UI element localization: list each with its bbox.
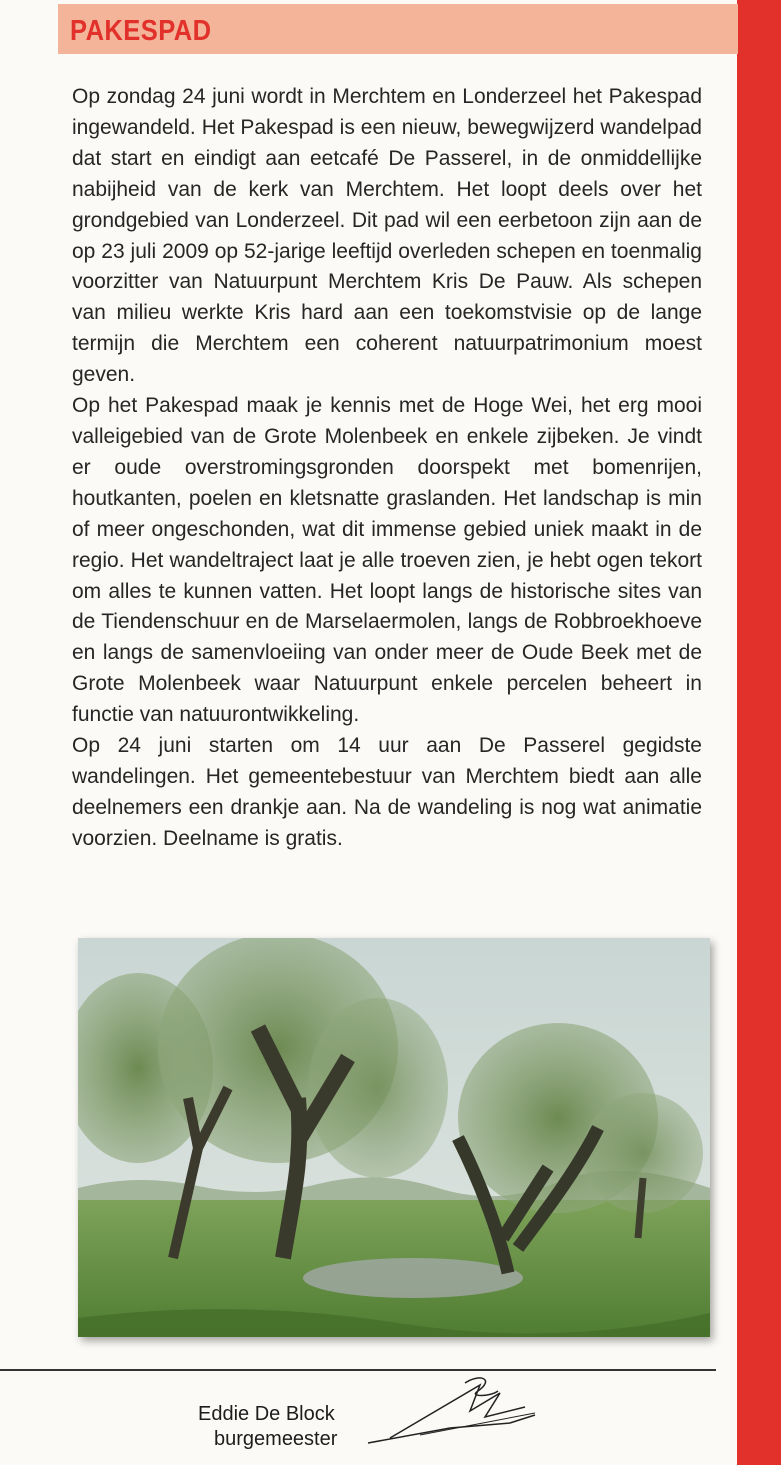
signature-icon [360,1373,560,1453]
section-title: PAKESPAD [70,15,212,47]
signatory-role: burgemeester [214,1428,338,1450]
signatory-name: Eddie De Block [198,1403,335,1425]
page-edge-stripe [737,0,781,1465]
landscape-photo [78,938,710,1337]
section-header [58,4,738,54]
article-paragraph: Op 24 juni starten om 14 uur aan De Passerel gegidste wandelingen. Het gemeentebestuur van Merchtem biedt aan alle deelnemers een drankje aan. Na de wandeling is nog wat animatie voorzien. Deelname is gratis. [72,734,702,850]
footer-divider [0,1369,716,1371]
landscape-photo-image [78,938,710,1337]
article-body [72,82,702,855]
article-paragraph: Op zondag 24 juni wordt in Merchtem en Londerzeel het Pakespad ingewandeld. Het Pakespad is een nieuw, bewegwijzerd wandelpad dat start en eindigt aan eetcafé De Passerel, in de onmiddellijke nabijheid van de kerk van Merchtem. Het loopt deels over het grondgebied van Londerzeel. Dit pad wil een eerbetoon zijn aan de op 23 juli 2009 op 52-jarige leeftijd overleden schepen en toenmalig voorzitter van Natuurpunt Merchtem Kris De Pauw. Als schepen van milieu werkte Kris hard aan een toekomstvisie op de lange termijn die Merchtem een coherent natuurpatrimonium moest geven. [72,85,702,387]
article-paragraph: Op het Pakespad maak je kennis met de Hoge Wei, het erg mooi valleigebied van de Grote Molenbeek en enkele zijbeken. Je vindt er oude overstromingsgronden doorspekt met bomenrijen, houtkanten, poelen en kletsnatte graslanden. Het landschap is min of meer ongeschonden, wat dit immense gebied uniek maakt in de regio. Het wandeltraject laat je alle troeven zien, je hebt ogen tekort om alles te kunnen vatten. Het loopt langs de historische sites van de Tiendenschuur en de Marselaermolen, langs de Robbroekhoeve en langs de samenvloeiing van onder meer de Oude Beek met de Grote Molenbeek waar Natuurpunt enkele percelen beheert in functie van natuurontwikkeling. [72,394,702,727]
